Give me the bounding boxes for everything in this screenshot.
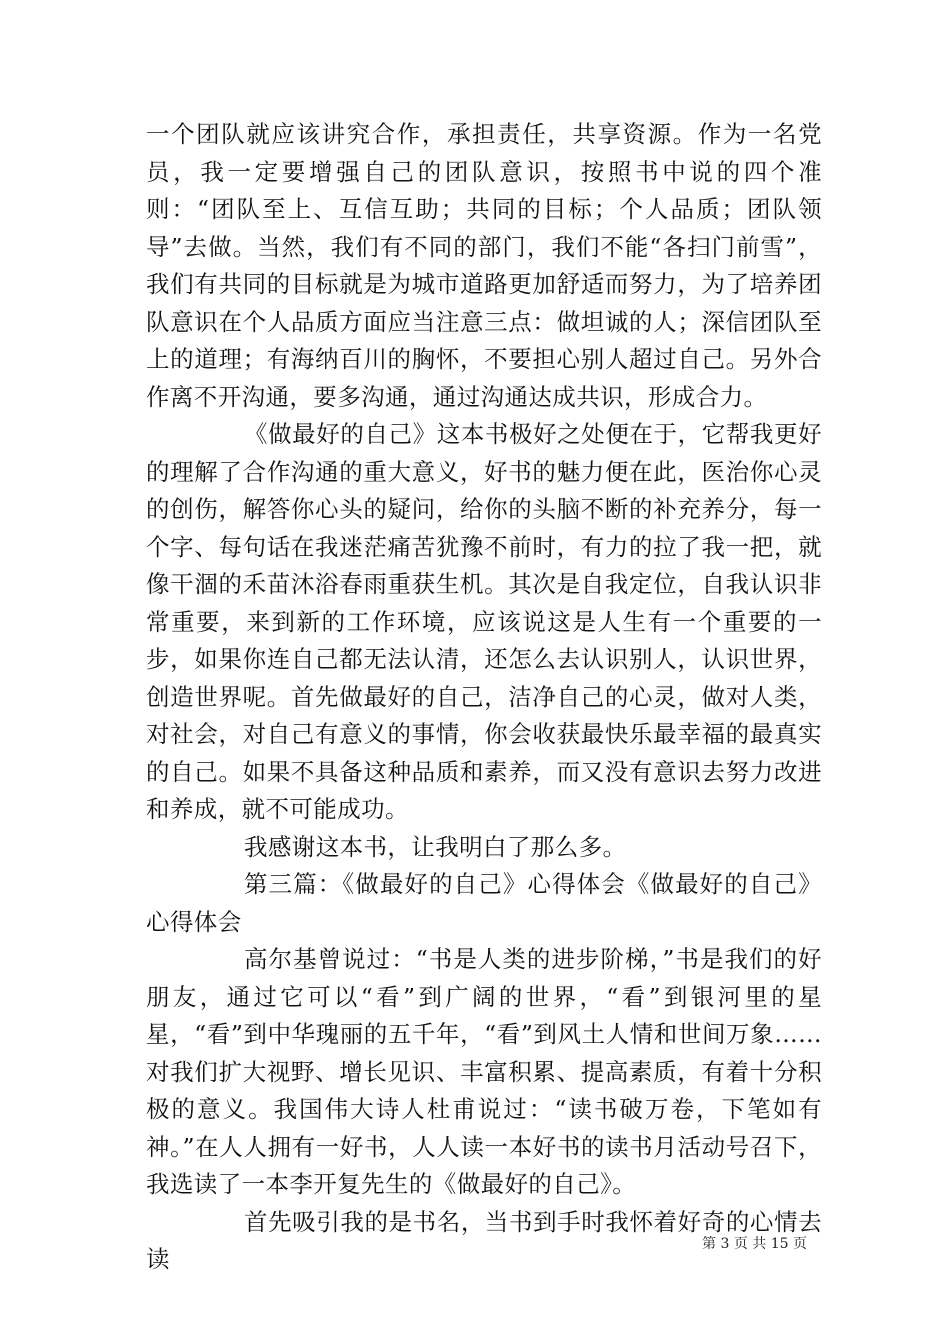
paragraph-gorky-quote: 高尔基曾说过：“书是人类的进步阶梯，”书是我们的好朋友，通过它可以“看”到广阔的世界，“看”到银河里的星星，“看”到中华瑰丽的五千年，“看”到风土人情和世间万象……对我们扩大视野、增长见识、丰富积累、提高素质，有着十分积极的意义。我国伟大诗人杜甫说过：“读书破万卷，下笔如有神。”在人人拥有一好书，人人读一本好书的读书月活动号召下，我选读了一本李开复先生的《做最好的自己》。	[146, 945, 822, 1198]
page-number-footer: 第 3 页 共 15 页	[702, 1236, 807, 1252]
paragraph-section-heading: 第三篇：《做最好的自己》心得体会《做最好的自己》心得体会	[146, 870, 822, 936]
paragraph-book-value: 《做最好的自己》这本书极好之处便在于，它帮我更好的理解了合作沟通的重大意义，好书的魅力便在此，医治你心灵的创伤，解答你心头的疑问，给你的头脑不断的补充养分，每一个字、每句话在我迷茫痛苦犹豫不前时，有力的拉了我一把，就像干涸的禾苗沐浴春雨重获生机。其次是自我定位，自我认识非常重要，来到新的工作环境，应该说这是人生有一个重要的一步，如果你连自己都无法认清，还怎么去认识别人，认识世界，创造世界呢。首先做最好的自己，洁净自己的心灵，做对人类，对社会，对自己有意义的事情，你会收获最快乐最幸福的最真实的自己。如果不具备这种品质和素养，而又没有意识去努力改进和养成，就不可能成功。	[146, 420, 822, 823]
paragraph-team-cooperation: 一个团队就应该讲究合作，承担责任，共享资源。作为一名党员，我一定要增强自己的团队意识，按照书中说的四个准则：“团队至上、互信互助；共同的目标；个人品质；团队领导”去做。当然，我们有不同的部门，我们不能“各扫门前雪”，我们有共同的目标就是为城市道路更加舒适而努力，为了培养团队意识在个人品质方面应当注意三点：做坦诚的人；深信团队至上的道理；有海纳百川的胸怀，不要担心别人超过自己。另外合作离不开沟通，要多沟通，通过沟通达成共识，形成合力。	[146, 120, 822, 411]
paragraph-thanks: 我感谢这本书，让我明白了那么多。	[244, 832, 627, 861]
document-body	[146, 116, 822, 1279]
paragraph-book-title-attraction: 首先吸引我的是书名，当书到手时我怀着好奇的心情去读	[146, 1207, 822, 1273]
